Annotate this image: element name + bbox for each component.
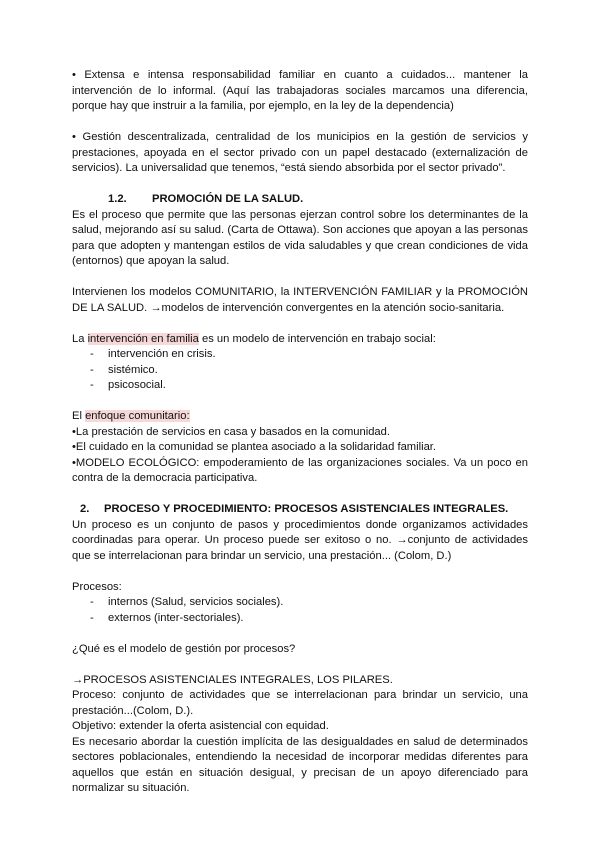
paragraph-models: Intervienen los modelos COMUNITARIO, la INTERVENCIÓN FAMILIAR y la PROMOCIÓN DE LA SALUD. →modelos de intervención convergentes en la atención socio-sanitaria.	[72, 286, 528, 314]
enfoque-item: •El cuidado en la comunidad se plantea asociado a la solidaridad familiar.	[72, 441, 437, 453]
procesos-label: Procesos:	[72, 580, 122, 593]
document-page	[72, 68, 528, 797]
enfoque-item: •La prestación de servicios en casa y basados en la comunidad.	[72, 425, 390, 438]
intervencion-list	[72, 347, 528, 394]
text-prefix: El	[72, 410, 86, 422]
paragraph-gestion: • Gestión descentralizada, centralidad de los municipios en la gestión de servicios y prestaciones, apoyada en el sector privado con un papel destacado (externalización de servicios). La universalidad que tenemos, “está siendo absorbida por el sector privado”.	[72, 131, 528, 174]
paragraph-familia: • Extensa e intensa responsabilidad familiar en cuanto a cuidados... mantener la intervención de lo informal. (Aquí las trabajadoras sociales marcamos una diferencia, porque hay que instruir a la familia, por ejemplo, en la ley de la dependencia)	[72, 69, 528, 112]
section-number: 2.	[80, 503, 90, 515]
highlight-enfoque-comunitario: enfoque comunitario:	[85, 410, 190, 422]
paragraph-proceso: Proceso: conjunto de actividades que se interrelacionan para brindar un servicio, una prestación...(Colom, D.).	[72, 689, 528, 717]
text-suffix: es un modelo de intervención en trabajo social:	[198, 332, 436, 345]
pilares-heading: →PROCESOS ASISTENCIALES INTEGRALES, LOS PILARES.	[72, 673, 393, 686]
section-title: PROCESO Y PROCEDIMIENTO: PROCESOS ASISTENCIALES INTEGRALES.	[104, 503, 509, 515]
section-heading-1-2	[72, 192, 528, 208]
paragraph-promocion-definition: Es el proceso que permite que las personas ejerzan control sobre los determinantes de la salud, mejorando así su salud. (Carta de Ottawa). Son acciones que apoyan a las personas para que adopten y mantengan estilos de vida saludables y que crean condiciones de vida (entornos) que apoyan la salud.	[72, 208, 528, 267]
section-heading-2	[72, 502, 528, 518]
highlight-intervencion-familia: intervención en familia	[87, 332, 199, 345]
question-text: ¿Qué es el modelo de gestión por procesos?	[72, 642, 296, 655]
section-title: PROMOCIÓN DE LA SALUD.	[152, 193, 304, 205]
list-item: - internos (Salud, servicios sociales).	[72, 595, 528, 611]
procesos-list	[72, 595, 528, 626]
paragraph-proceso-definition: Un proceso es un conjunto de pasos y procedimientos donde organizamos actividades coordinadas para operar. Un proceso puede ser exitoso o no. →conjunto de actividades que se interrelacionan para brindar un servicio, una prestación... (Colom, D.)	[72, 518, 528, 562]
list-item: - externos (inter-sectoriales).	[72, 611, 528, 627]
paragraph-enfoque	[72, 409, 528, 425]
list-item: - psicosocial.	[72, 378, 528, 394]
enfoque-item: •MODELO ECOLÓGICO: empoderamiento de las organizaciones sociales. Va un poco en contra de la democracia participativa.	[72, 456, 528, 484]
list-item: - intervención en crisis.	[72, 347, 528, 363]
paragraph-necesario: Es necesario abordar la cuestión implícita de las desigualdades en salud de determinados sectores poblacionales, entendiendo la necesidad de incorporar medidas diferentes para aquellos que están en situación desigual, y precisan de un apoyo diferenciado para normalizar su situación.	[72, 735, 528, 794]
paragraph-intervencion	[72, 332, 528, 348]
paragraph-objetivo: Objetivo: extender la oferta asistencial con equidad.	[72, 720, 329, 732]
section-number: 1.2.	[108, 193, 127, 205]
list-item: - sistémico.	[72, 363, 528, 379]
text-prefix: La	[72, 332, 88, 345]
